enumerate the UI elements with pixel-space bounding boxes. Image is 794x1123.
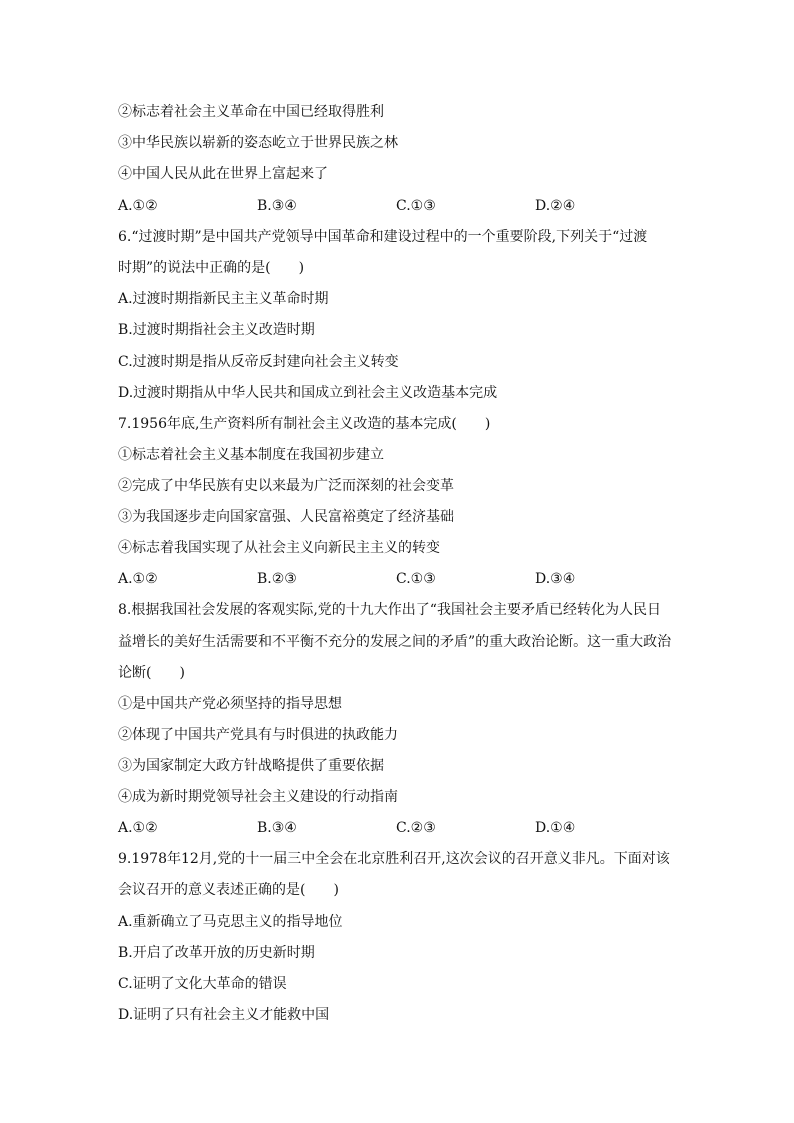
q5-options [118, 196, 678, 216]
q8-statement-2: ②体现了中国共产党具有与时俱进的执政能力 [118, 727, 398, 743]
q6-option-c: C.过渡时期是指从反帝反封建向社会主义转变 [118, 354, 399, 370]
q9-option-c: C.证明了文化大革命的错误 [118, 976, 287, 992]
q8-option-c: C.②③ [396, 820, 436, 836]
q6-option-d: D.过渡时期指从中华人民共和国成立到社会主义改造基本完成 [118, 385, 498, 401]
q9-option-d: D.证明了只有社会主义才能救中国 [118, 1007, 330, 1023]
q7-option-b: B.②③ [257, 571, 297, 587]
q8-options [118, 818, 678, 838]
q7-statement-2: ②完成了中华民族有史以来最为广泛而深刻的社会变革 [118, 478, 454, 494]
q8-stem-line-3: 论断( ) [118, 665, 185, 681]
q5-statement-4: ④中国人民从此在世界上富起来了 [118, 166, 328, 182]
q9-option-a: A.重新确立了马克思主义的指导地位 [118, 914, 343, 930]
q5-statement-3: ③中华民族以崭新的姿态屹立于世界民族之林 [118, 135, 398, 151]
q8-stem-line-1: 8.根据我国社会发展的客观实际,党的十九大作出了“我国社会主要矛盾已经转化为人民日 [118, 602, 661, 618]
q6-stem-line-2: 时期”的说法中正确的是( ) [118, 260, 305, 276]
q8-statement-4: ④成为新时期党领导社会主义建设的行动指南 [118, 789, 398, 805]
q7-statement-1: ①标志着社会主义基本制度在我国初步建立 [118, 447, 384, 463]
q8-option-d: D.①④ [535, 820, 576, 836]
q6-stem-line-1: 6.“过渡时期”是中国共产党领导中国革命和建设过程中的一个重要阶段,下列关于“过渡 [118, 229, 648, 245]
q8-statement-1: ①是中国共产党必须坚持的指导思想 [118, 696, 342, 712]
q5-option-a: A.①② [118, 198, 158, 214]
q9-option-b: B.开启了改革开放的历史新时期 [118, 945, 315, 961]
q5-statement-2: ②标志着社会主义革命在中国已经取得胜利 [118, 104, 384, 120]
q7-option-d: D.③④ [535, 571, 576, 587]
q7-stem: 7.1956年底,生产资料所有制社会主义改造的基本完成( ) [118, 416, 491, 432]
q6-option-a: A.过渡时期指新民主主义革命时期 [118, 291, 329, 307]
q8-option-b: B.③④ [257, 820, 297, 836]
q8-option-a: A.①② [118, 820, 158, 836]
q7-option-a: A.①② [118, 571, 158, 587]
q5-option-b: B.③④ [257, 198, 297, 214]
q7-statement-3: ③为我国逐步走向国家富强、人民富裕奠定了经济基础 [118, 509, 454, 525]
q7-options [118, 569, 678, 589]
q7-statement-4: ④标志着我国实现了从社会主义向新民主主义的转变 [118, 540, 440, 556]
q9-stem-line-2: 会议召开的意义表述正确的是( ) [118, 882, 339, 898]
q7-option-c: C.①③ [396, 571, 436, 587]
q5-option-c: C.①③ [396, 198, 436, 214]
q8-stem-line-2: 益增长的美好生活需要和不平衡不充分的发展之间的矛盾”的重大政治论断。这一重大政治 [118, 634, 672, 650]
q9-stem-line-1: 9.1978年12月,党的十一届三中全会在北京胜利召开,这次会议的召开意义非凡。下面对该 [118, 851, 670, 867]
q5-option-d: D.②④ [535, 198, 576, 214]
q6-option-b: B.过渡时期指社会主义改造时期 [118, 322, 315, 338]
q8-statement-3: ③为国家制定大政方针战略提供了重要依据 [118, 758, 384, 774]
